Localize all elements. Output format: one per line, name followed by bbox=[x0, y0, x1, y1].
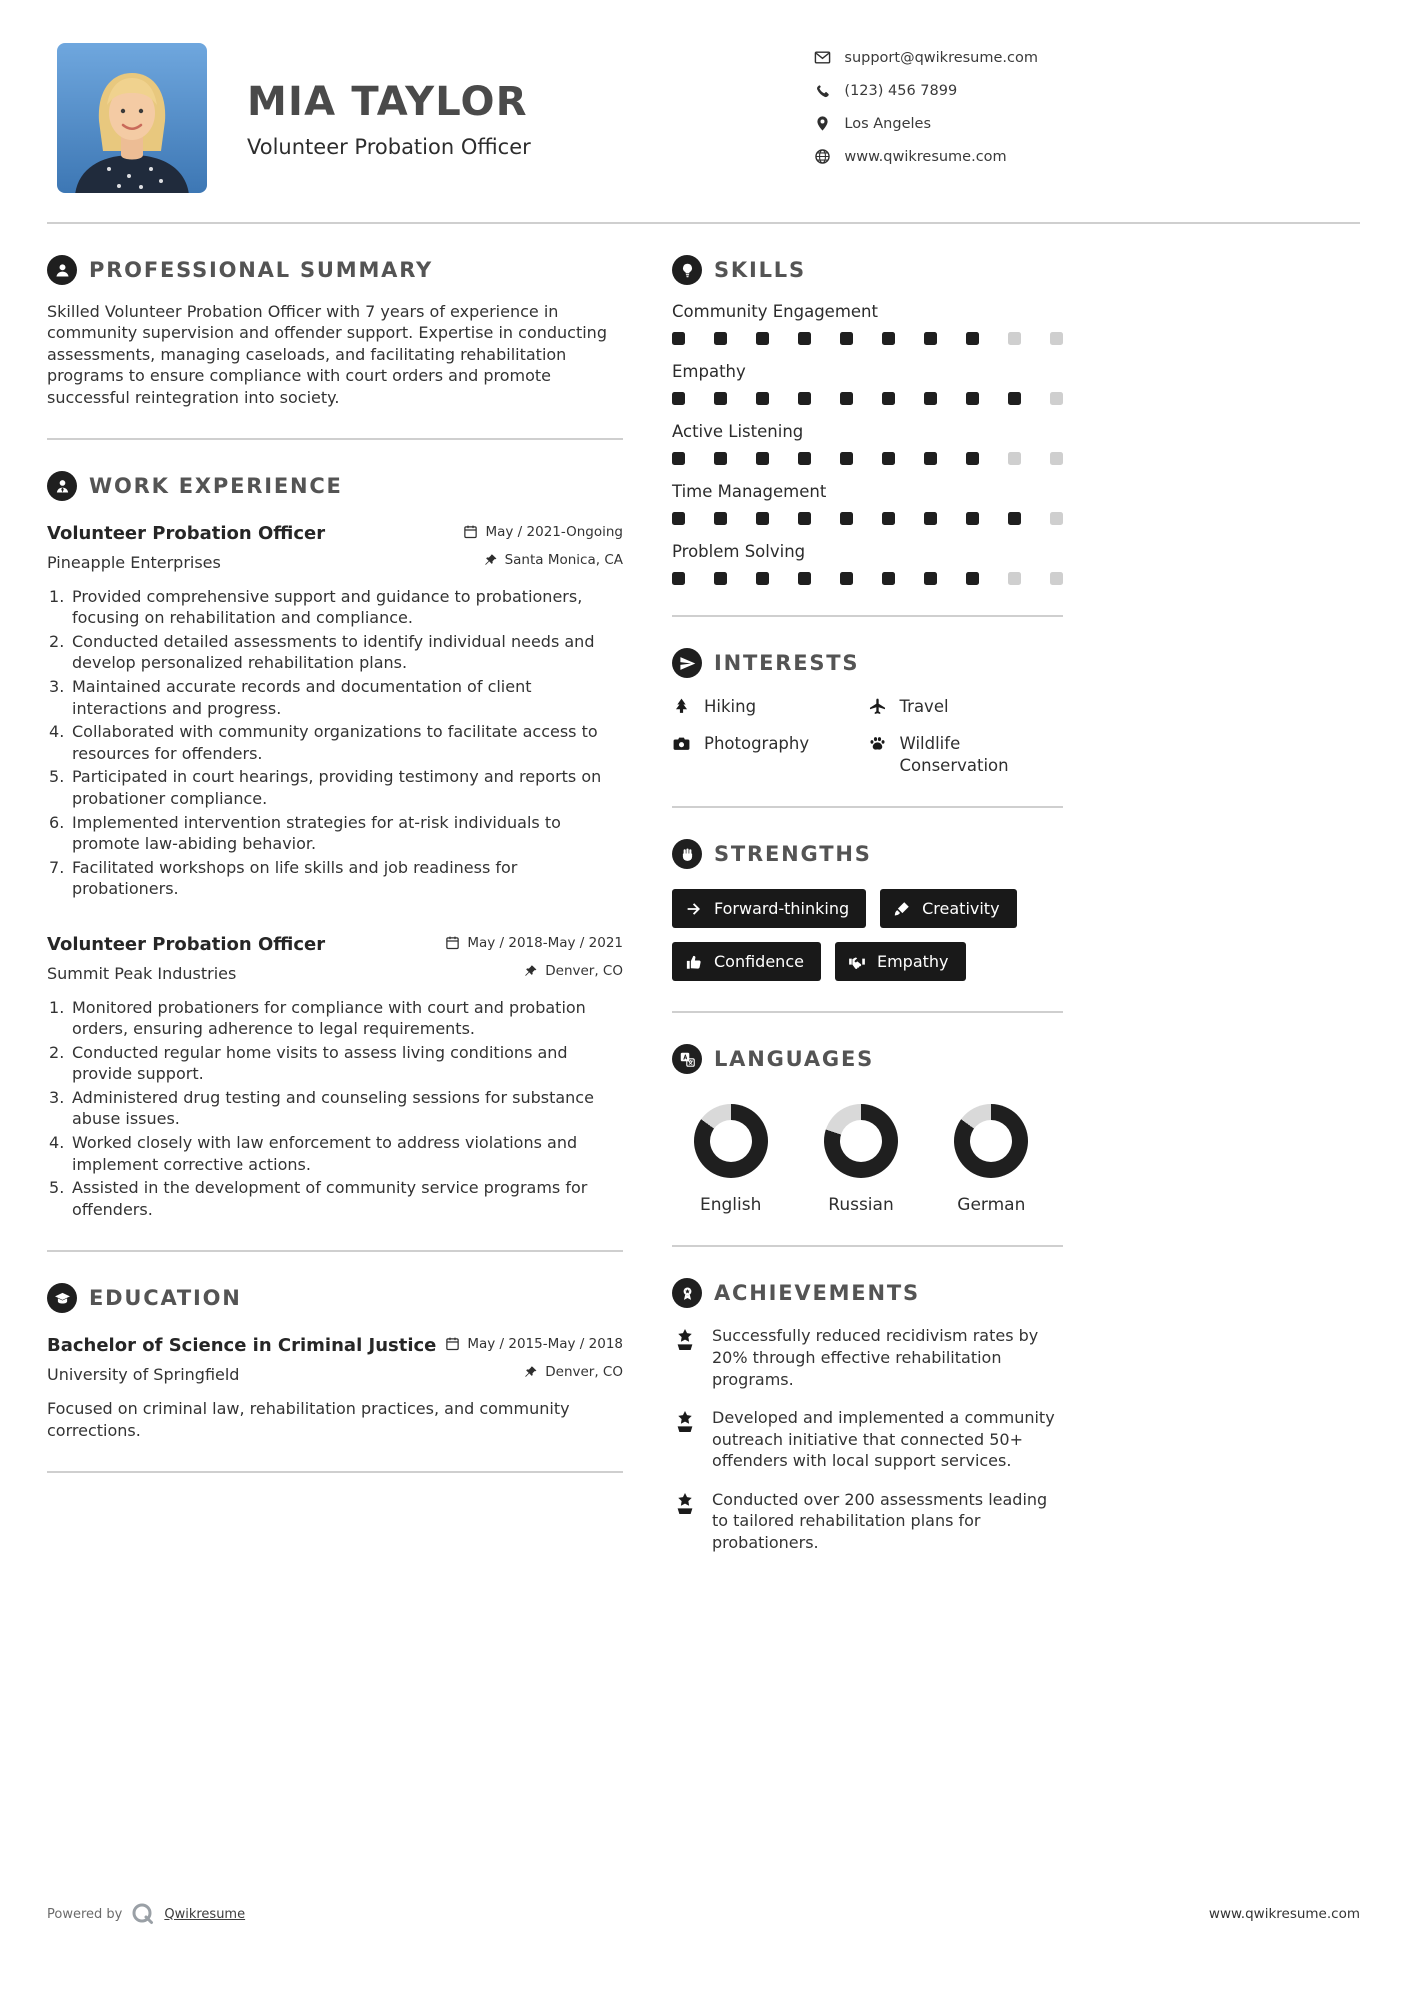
left-column bbox=[47, 224, 623, 1473]
job-dates-value: May / 2021-Ongoing bbox=[485, 523, 623, 540]
main-content bbox=[47, 224, 1360, 1554]
job-bullet: Conducted detailed assessments to identify individual needs and develop personalized rehabilitation plans. bbox=[72, 631, 595, 673]
skill-square bbox=[1008, 572, 1021, 585]
skill-name: Empathy bbox=[672, 362, 746, 381]
wildlife-icon bbox=[868, 734, 887, 753]
education-dates bbox=[445, 1336, 623, 1352]
skill-square bbox=[840, 392, 853, 405]
graduation-cap-icon bbox=[47, 1283, 77, 1313]
skill-square bbox=[840, 572, 853, 585]
education-location bbox=[523, 1364, 623, 1380]
skill-square bbox=[1008, 452, 1021, 465]
skill-square bbox=[1050, 392, 1063, 405]
strength-chip bbox=[672, 942, 821, 981]
section-header bbox=[672, 648, 1063, 678]
medal-icon bbox=[672, 1278, 702, 1308]
skill-square bbox=[672, 392, 685, 405]
skill-square bbox=[756, 512, 769, 525]
section-header bbox=[47, 1283, 623, 1313]
strength-chip bbox=[880, 889, 1016, 928]
fist-icon bbox=[672, 839, 702, 869]
profile-photo bbox=[57, 43, 207, 193]
job-bullets bbox=[47, 586, 623, 900]
job-bullet: Administered drug testing and counseling sessions for substance abuse issues. bbox=[72, 1087, 594, 1129]
job-bullet: Facilitated workshops on life skills and job readiness for probationers. bbox=[72, 857, 518, 899]
skill-name: Active Listening bbox=[672, 422, 804, 441]
section-title-strengths: STRENGTHS bbox=[714, 842, 872, 867]
language-item bbox=[802, 1104, 919, 1215]
interest-label: Wildlife Conservation bbox=[899, 734, 1009, 775]
skill-level-squares bbox=[672, 572, 1063, 585]
skill-square bbox=[924, 392, 937, 405]
interests-grid bbox=[672, 696, 1063, 776]
skill-square bbox=[756, 392, 769, 405]
job-bullet: Monitored probationers for compliance with court and probation orders, ensuring adherence to legal requirements. bbox=[72, 997, 586, 1039]
email-icon bbox=[814, 49, 831, 66]
qwikresume-link[interactable]: Qwikresume bbox=[164, 1906, 246, 1922]
job-bullet: Worked closely with law enforcement to address violations and implement corrective actions. bbox=[72, 1133, 578, 1174]
calendar-icon bbox=[445, 1336, 460, 1351]
section-interests bbox=[672, 648, 1063, 776]
skill-square bbox=[1050, 332, 1063, 345]
strength-label: Forward-thinking bbox=[714, 899, 850, 919]
skill-square bbox=[756, 332, 769, 345]
interest-item bbox=[672, 696, 868, 717]
language-donut bbox=[824, 1104, 898, 1178]
section-header bbox=[47, 255, 623, 285]
skill-square bbox=[672, 572, 685, 585]
strength-label: Confidence bbox=[714, 952, 804, 972]
job-company: Pineapple Enterprises bbox=[47, 552, 221, 572]
skill-square bbox=[1050, 452, 1063, 465]
skill-level-squares bbox=[672, 452, 1063, 465]
section-header bbox=[672, 1278, 1063, 1308]
job-location bbox=[523, 963, 623, 979]
skill-square bbox=[714, 452, 727, 465]
skill-square bbox=[840, 512, 853, 525]
achievement-item bbox=[672, 1407, 1063, 1472]
phone-icon bbox=[814, 82, 831, 99]
section-title-summary: PROFESSIONAL SUMMARY bbox=[89, 258, 434, 282]
strength-chip bbox=[672, 889, 866, 928]
donut-hole bbox=[840, 1120, 882, 1162]
contact-email bbox=[814, 49, 1038, 66]
skill-square bbox=[882, 452, 895, 465]
skill-square bbox=[966, 512, 979, 525]
skill-square bbox=[1008, 512, 1021, 525]
achievement-item bbox=[672, 1325, 1063, 1390]
language-item bbox=[672, 1104, 789, 1215]
section-title-achievements: ACHIEVEMENTS bbox=[714, 1281, 920, 1306]
job-dates bbox=[463, 524, 623, 540]
section-title-work: WORK EXPERIENCE bbox=[89, 474, 343, 499]
section-header bbox=[672, 1044, 1063, 1074]
skill-square bbox=[924, 512, 937, 525]
skill-square bbox=[1050, 512, 1063, 525]
skill-level-squares bbox=[672, 332, 1063, 345]
contact-list bbox=[814, 43, 1038, 181]
job-bullets bbox=[47, 997, 623, 1221]
interest-item bbox=[868, 696, 1064, 717]
job-entry bbox=[47, 934, 623, 1220]
lightbulb-icon bbox=[672, 255, 702, 285]
header bbox=[47, 0, 1360, 193]
skill-square bbox=[966, 572, 979, 585]
achievement-icon bbox=[672, 1327, 698, 1353]
skill-item bbox=[672, 422, 1063, 465]
skill-square bbox=[672, 452, 685, 465]
language-donut bbox=[694, 1104, 768, 1178]
skill-square bbox=[840, 452, 853, 465]
job-title: Volunteer Probation Officer bbox=[47, 934, 326, 955]
plane-icon bbox=[868, 697, 887, 716]
section-title-skills: SKILLS bbox=[714, 258, 806, 282]
section-header bbox=[672, 255, 1063, 285]
divider bbox=[672, 1011, 1063, 1013]
calendar-icon bbox=[463, 524, 478, 539]
divider bbox=[672, 615, 1063, 617]
skill-square bbox=[756, 452, 769, 465]
languages-row bbox=[672, 1104, 1063, 1215]
pushpin-icon bbox=[523, 1365, 538, 1380]
skill-square bbox=[714, 332, 727, 345]
interest-item bbox=[868, 733, 1064, 776]
contact-location-value: Los Angeles bbox=[844, 115, 932, 132]
divider bbox=[47, 438, 623, 440]
skill-square bbox=[798, 572, 811, 585]
divider bbox=[47, 1471, 623, 1473]
job-company: Summit Peak Industries bbox=[47, 963, 237, 983]
footer-website: www.qwikresume.com bbox=[1208, 1906, 1360, 1922]
achievement-text: Developed and implemented a community outreach initiative that connected 50+ offenders with local support services. bbox=[712, 1408, 1055, 1471]
skill-item bbox=[672, 302, 1063, 345]
divider bbox=[672, 806, 1063, 808]
job-bullet: Implemented intervention strategies for at-risk individuals to promote law-abiding behavior. bbox=[72, 812, 561, 854]
interest-item bbox=[672, 733, 868, 776]
skill-item bbox=[672, 362, 1063, 405]
translate-icon bbox=[672, 1044, 702, 1074]
interest-label: Travel bbox=[899, 697, 949, 716]
achievement-text: Conducted over 200 assessments leading to tailored rehabilitation plans for probationers. bbox=[712, 1489, 1048, 1553]
language-name: German bbox=[957, 1195, 1026, 1216]
language-name: English bbox=[699, 1195, 762, 1216]
section-languages bbox=[672, 1044, 1063, 1215]
arrow-right-icon bbox=[685, 900, 703, 918]
divider bbox=[672, 1245, 1063, 1247]
pushpin-icon bbox=[523, 964, 538, 979]
contact-website-value: www.qwikresume.com bbox=[844, 148, 1007, 165]
skill-square bbox=[924, 452, 937, 465]
summary-text: Skilled Volunteer Probation Officer with 7 years of experience in community supervision and offender support. Expertise in conducting assessments, managing caseloads, and facilitating rehabilitation programs to ensure compliance with court orders and promote successful reintegration into society. bbox=[47, 302, 607, 407]
skill-level-squares bbox=[672, 392, 1063, 405]
donut-hole bbox=[710, 1120, 752, 1162]
job-bullet: Provided comprehensive support and guidance to probationers, focusing on rehabilitation and compliance. bbox=[72, 586, 583, 628]
skill-square bbox=[672, 512, 685, 525]
contact-email-value: support@qwikresume.com bbox=[844, 49, 1038, 66]
calendar-icon bbox=[445, 935, 460, 950]
section-title-interests: INTERESTS bbox=[714, 651, 860, 675]
job-bullet: Participated in court hearings, providing testimony and reports on probationer compliance. bbox=[72, 767, 602, 809]
job-dates bbox=[445, 935, 623, 951]
skill-square bbox=[798, 392, 811, 405]
section-strengths bbox=[672, 839, 1063, 981]
contact-phone bbox=[814, 82, 1038, 99]
skill-square bbox=[672, 332, 685, 345]
education-dates-value: May / 2015-May / 2018 bbox=[467, 1335, 623, 1352]
skill-square bbox=[1008, 392, 1021, 405]
skill-square bbox=[882, 392, 895, 405]
education-location-value: Denver, CO bbox=[545, 1364, 623, 1381]
section-work-experience bbox=[47, 471, 623, 1220]
section-header bbox=[47, 471, 623, 501]
powered-by-label: Powered by bbox=[47, 1906, 123, 1922]
skill-item bbox=[672, 542, 1063, 585]
qwikresume-logo bbox=[131, 1902, 155, 1926]
skill-name: Problem Solving bbox=[672, 542, 806, 561]
globe-icon bbox=[814, 148, 831, 165]
section-header bbox=[672, 839, 1063, 869]
skill-square bbox=[756, 572, 769, 585]
identity-block bbox=[247, 43, 531, 159]
job-bullet: Maintained accurate records and documentation of client interactions and progress. bbox=[72, 677, 532, 718]
skill-square bbox=[798, 512, 811, 525]
skill-item bbox=[672, 482, 1063, 525]
language-item bbox=[933, 1104, 1050, 1215]
job-dates-value: May / 2018-May / 2021 bbox=[467, 934, 623, 951]
contact-location bbox=[814, 115, 1038, 132]
job-location bbox=[483, 552, 623, 568]
skill-square bbox=[882, 572, 895, 585]
skill-square bbox=[966, 452, 979, 465]
skill-square bbox=[714, 392, 727, 405]
donut-hole bbox=[970, 1120, 1012, 1162]
skill-square bbox=[714, 512, 727, 525]
achievement-icon bbox=[672, 1409, 698, 1435]
skill-square bbox=[714, 572, 727, 585]
skill-square bbox=[882, 332, 895, 345]
strength-label: Empathy bbox=[876, 952, 949, 972]
location-icon bbox=[814, 115, 831, 132]
language-name: Russian bbox=[828, 1195, 894, 1216]
job-entry bbox=[47, 523, 623, 900]
section-title-languages: LANGUAGES bbox=[714, 1047, 875, 1072]
interest-label: Photography bbox=[704, 734, 810, 754]
tree-icon bbox=[672, 697, 691, 716]
section-professional-summary bbox=[47, 255, 623, 408]
job-location-value: Santa Monica, CA bbox=[504, 552, 623, 569]
candidate-title: Volunteer Probation Officer bbox=[247, 135, 531, 159]
language-donut bbox=[954, 1104, 1028, 1178]
job-bullet: Conducted regular home visits to assess living conditions and provide support. bbox=[72, 1042, 568, 1084]
job-title: Volunteer Probation Officer bbox=[47, 523, 326, 545]
school-name: University of Springfield bbox=[47, 1364, 240, 1384]
education-description: Focused on criminal law, rehabilitation practices, and community corrections. bbox=[47, 1398, 570, 1440]
job-location-value: Denver, CO bbox=[545, 963, 623, 979]
degree-title: Bachelor of Science in Criminal Justice bbox=[47, 1335, 437, 1357]
section-education bbox=[47, 1283, 623, 1441]
job-bullet: Assisted in the development of community service programs for offenders. bbox=[72, 1178, 588, 1219]
achievement-icon bbox=[672, 1491, 698, 1517]
skill-square bbox=[924, 572, 937, 585]
user-tie-icon bbox=[47, 471, 77, 501]
right-column bbox=[672, 224, 1063, 1554]
footer bbox=[47, 1902, 1360, 1926]
skill-square bbox=[798, 332, 811, 345]
user-icon bbox=[47, 255, 77, 285]
handshake-icon bbox=[848, 953, 866, 971]
skill-level-squares bbox=[672, 512, 1063, 525]
skill-square bbox=[798, 452, 811, 465]
education-entry bbox=[47, 1335, 623, 1441]
strength-chips bbox=[672, 889, 1063, 981]
footer-branding bbox=[47, 1902, 245, 1926]
skill-square bbox=[1050, 572, 1063, 585]
section-achievements bbox=[672, 1278, 1063, 1553]
skill-square bbox=[966, 332, 979, 345]
candidate-name: MIA TAYLOR bbox=[247, 79, 528, 125]
skill-square bbox=[1008, 332, 1021, 345]
divider bbox=[47, 1250, 623, 1252]
skill-name: Time Management bbox=[672, 482, 827, 501]
section-title-education: EDUCATION bbox=[89, 1286, 242, 1311]
skill-square bbox=[924, 332, 937, 345]
thumbs-up-icon bbox=[685, 953, 703, 971]
skill-square bbox=[966, 392, 979, 405]
skill-square bbox=[840, 332, 853, 345]
strength-chip bbox=[835, 942, 966, 981]
strength-label: Creativity bbox=[922, 899, 1000, 919]
skill-square bbox=[882, 512, 895, 525]
interest-label: Hiking bbox=[704, 697, 757, 716]
contact-website bbox=[814, 148, 1038, 165]
paintbrush-icon bbox=[893, 900, 911, 918]
section-skills bbox=[672, 255, 1063, 585]
achievement-text: Successfully reduced recidivism rates by 20% through effective rehabilitation programs. bbox=[712, 1326, 1039, 1389]
pushpin-icon bbox=[483, 553, 498, 568]
paper-plane-icon bbox=[672, 648, 702, 678]
contact-phone-value: (123) 456 7899 bbox=[844, 82, 958, 99]
job-bullet: Collaborated with community organizations to facilitate access to resources for offenders. bbox=[72, 722, 598, 763]
achievement-item bbox=[672, 1489, 1063, 1554]
camera-icon bbox=[672, 734, 691, 753]
skill-name: Community Engagement bbox=[672, 302, 878, 321]
